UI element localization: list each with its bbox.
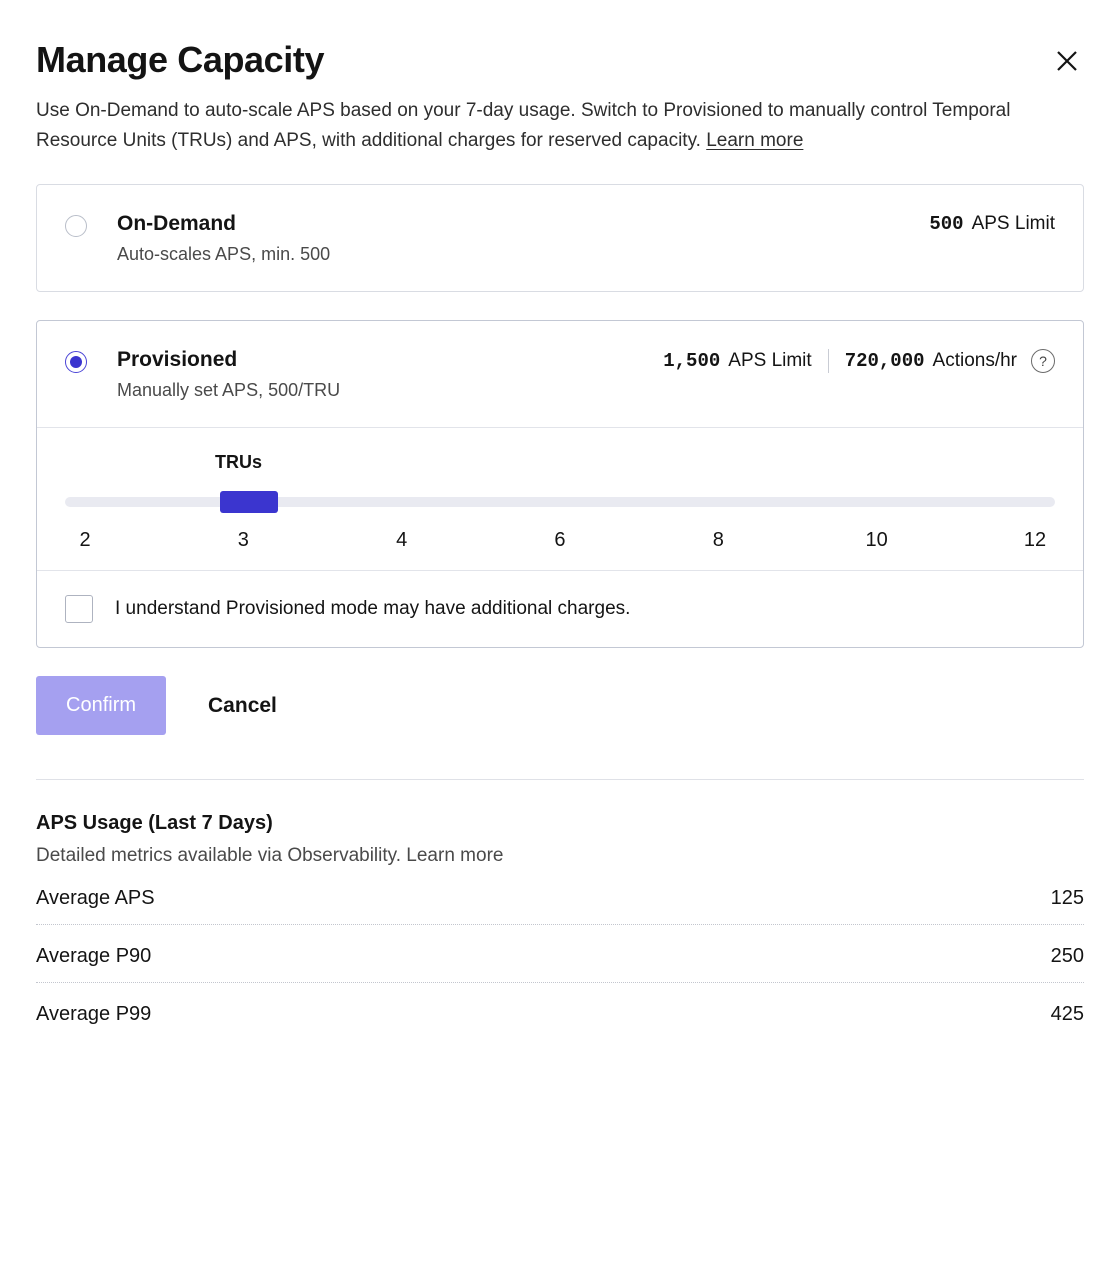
tru-tick: 10 <box>865 529 888 551</box>
description-text: Use On-Demand to auto-scale APS based on your 7-day usage. Switch to Provisioned to manually control Temporal Resource Units (TRUs) and APS, with additional charges for reserved capacity. <box>36 99 1011 151</box>
option-text-provisioned <box>117 347 663 401</box>
radio-on-demand[interactable] <box>65 215 87 237</box>
usage-subtitle-text: Detailed metrics available via Observability. <box>36 845 407 866</box>
acknowledgement-checkbox[interactable] <box>65 595 93 623</box>
tru-tick: 8 <box>712 529 724 551</box>
radio-provisioned[interactable] <box>65 351 87 373</box>
tru-slider[interactable] <box>65 487 1055 517</box>
on-demand-aps-value: 500 <box>929 212 964 235</box>
modal-description <box>36 96 1084 156</box>
modal-actions <box>36 676 1084 735</box>
tru-slider-track[interactable] <box>65 497 1055 507</box>
usage-row-value: 425 <box>1050 1003 1084 1025</box>
usage-row <box>36 867 1084 925</box>
option-title-on-demand: On-Demand <box>117 211 237 235</box>
option-subtitle-provisioned: Manually set APS, 500/TRU <box>117 380 341 400</box>
usage-section-subtitle <box>36 845 1084 867</box>
section-divider <box>36 779 1084 780</box>
cancel-button[interactable]: Cancel <box>202 686 283 726</box>
on-demand-aps-label: APS Limit <box>971 212 1055 234</box>
tru-slider-ticks <box>65 529 1055 552</box>
provisioned-aps-label: APS Limit <box>728 349 812 371</box>
option-head-on-demand <box>37 185 1083 291</box>
usage-row-label: Average P99 <box>36 1003 152 1025</box>
usage-learn-more-link[interactable]: Learn more <box>406 845 504 866</box>
option-title-provisioned: Provisioned <box>117 347 238 371</box>
tru-tick: 3 <box>237 529 249 551</box>
acknowledgement-label: I understand Provisioned mode may have additional charges. <box>115 598 631 619</box>
tru-tick: 6 <box>554 529 566 551</box>
usage-row-label: Average APS <box>36 887 155 909</box>
capacity-option-provisioned[interactable] <box>36 320 1084 648</box>
provisioned-actions-value: 720,000 <box>844 349 925 372</box>
option-limit-on-demand <box>929 213 1055 235</box>
usage-section-title: APS Usage (Last 7 Days) <box>36 812 273 834</box>
provisioned-aps-value: 1,500 <box>663 349 721 372</box>
usage-row-value: 125 <box>1050 887 1084 909</box>
close-icon-glyph <box>1054 48 1080 74</box>
usage-row-value: 250 <box>1050 945 1084 967</box>
option-limit-provisioned <box>663 349 1055 373</box>
modal-header <box>36 40 1084 80</box>
close-icon[interactable] <box>1050 44 1084 78</box>
learn-more-link[interactable]: Learn more <box>706 129 804 151</box>
tru-slider-section <box>37 427 1083 570</box>
tru-tick: 2 <box>79 529 91 551</box>
option-subtitle-on-demand: Auto-scales APS, min. 500 <box>117 243 331 264</box>
option-text-on-demand <box>117 211 929 265</box>
capacity-option-on-demand[interactable] <box>36 184 1084 292</box>
tru-slider-label: TRUs <box>215 452 263 472</box>
option-head-provisioned <box>37 321 1083 427</box>
tru-tick: 4 <box>396 529 408 551</box>
provisioned-actions-label: Actions/hr <box>932 349 1017 371</box>
usage-row <box>36 925 1084 983</box>
usage-row <box>36 983 1084 1040</box>
vertical-divider <box>828 349 829 373</box>
confirm-button[interactable]: Confirm <box>36 676 166 735</box>
question-mark-icon[interactable]: ? <box>1031 349 1055 373</box>
usage-row-label: Average P90 <box>36 945 152 967</box>
acknowledgement-row[interactable] <box>37 570 1083 647</box>
tru-tick: 12 <box>1023 529 1047 551</box>
tru-slider-thumb[interactable] <box>220 491 278 513</box>
page-title: Manage Capacity <box>36 39 325 80</box>
